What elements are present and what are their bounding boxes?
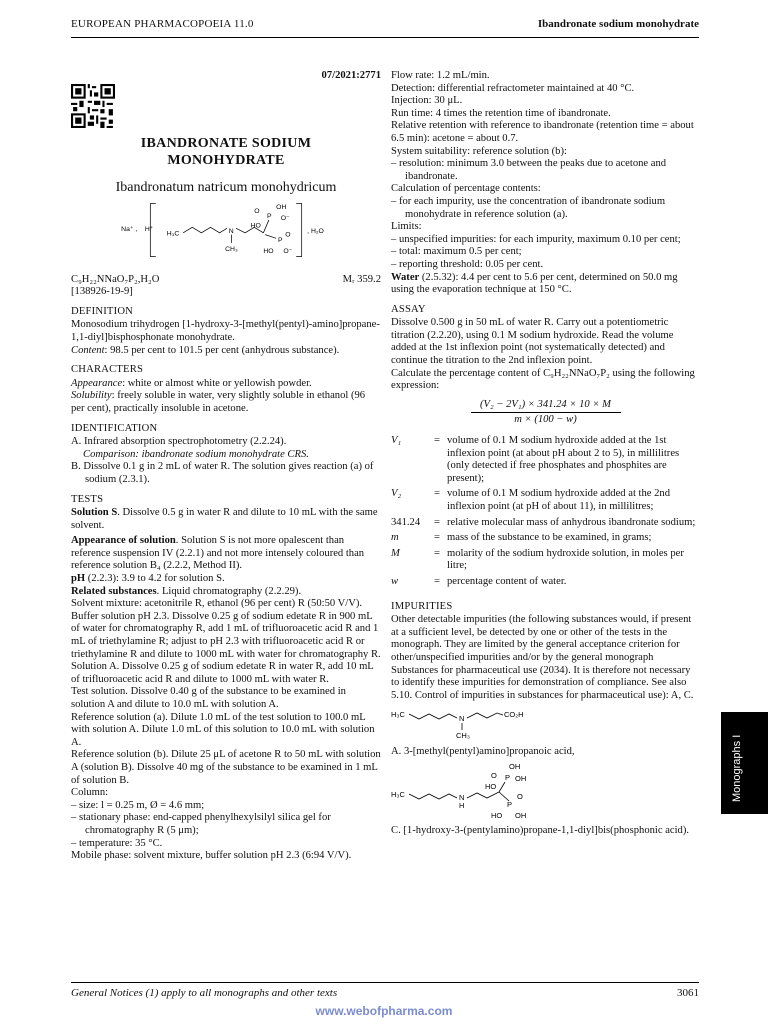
ho-label-1: HO <box>250 221 261 229</box>
run-time: Run time: 4 times the retention time of ibandronate. <box>391 107 611 119</box>
appearance-line: Appearance: white or almost white or yellowish powder. <box>71 377 312 389</box>
impc-h: H <box>459 800 465 810</box>
monograph-title: IBANDRONATE SODIUM MONOHYDRATE <box>140 135 312 168</box>
o-minus-label-2: O⁻ <box>283 247 293 255</box>
impc-n: N <box>459 792 465 802</box>
latin-name: Ibandronatum natricum monohydricum <box>115 179 337 195</box>
impa-ch3: CH₃ <box>456 731 470 741</box>
solution-s: Solution S. Dissolve 0.5 g in water R and dilute to 10 mL with the same solvent. <box>71 507 378 531</box>
variables-list <box>391 435 700 589</box>
impurity-a-structure <box>391 706 591 740</box>
injection: Injection: 30 μL. <box>391 95 463 107</box>
right-column <box>391 70 700 838</box>
o-label-2: O <box>285 231 291 239</box>
calculation-item: – for each impurity, use the concentration of ibandronate sodium monohydrate in reference solution (a). <box>391 195 666 220</box>
ho-label-2: HO <box>263 247 274 255</box>
expression-denominator: m × (100 − w) <box>514 414 577 426</box>
impc-ho-2: HO <box>491 810 503 820</box>
ch3-label: CH₃ <box>225 245 238 253</box>
qr-code-icon <box>71 84 115 128</box>
identification-a: A. Infrared absorption spectrophotometry (2.2.24). <box>71 436 287 448</box>
impurity-c: C. [1-hydroxy-3-(pentylamino)propane-1,1-diyl]bis(phosphonic acid). <box>391 824 690 836</box>
limits-label: Limits: <box>391 221 422 233</box>
mobile-phase: Mobile phase: solvent mixture, buffer solution pH 2.3 (6:94 V/V). <box>71 850 352 862</box>
fraction-bar <box>471 412 621 413</box>
h3c-label: H₃C <box>166 230 180 238</box>
assay-expression <box>391 399 700 427</box>
expression-numerator: (V₂ − 2V₁) × 341.24 × 10 × M <box>480 398 611 410</box>
column-label: Column: <box>71 787 109 799</box>
molecular-formula: C₉H₂₂NNaO₇P₂,H₂O <box>71 273 160 285</box>
impa-co2h: CO₂H <box>504 710 524 720</box>
impurities-heading: IMPURITIES <box>391 600 453 612</box>
impc-o-2: O <box>517 791 523 801</box>
identification-comparison: Comparison: ibandronate sodium monohydrate CRS. <box>83 448 309 460</box>
monographs-tab-label: Monographs I <box>731 734 743 802</box>
o-minus-label-1: O⁻ <box>280 214 290 222</box>
variable-row: V₁ = volume of 0.1 M sodium hydroxide added at the 1st inflexion point (at about pH about 2 to 5), in millilitres (only detected if free phosphates and phosphites are present); <box>391 435 680 484</box>
variable-row: V₂ = volume of 0.1 M sodium hydroxide added at the 2nd inflexion point (at pH of about 11), in millilitres; <box>391 488 671 512</box>
variable-row: m = mass of the substance to be examined, in grams; <box>391 532 652 544</box>
identification-b: B. Dissolve 0.1 g in 2 mL of water R. The solution gives reaction (a) of sodium (2.3.1). <box>71 461 374 485</box>
impc-oh-2: OH <box>515 773 527 783</box>
resolution: – resolution: minimum 3.0 between the peaks due to acetone and ibandronate. <box>391 158 667 182</box>
impc-oh-1: OH <box>509 761 521 771</box>
impc-ho-1: HO <box>485 781 497 791</box>
doc-code: 07/2021:2771 <box>321 70 381 81</box>
impc-p-1: P <box>505 772 511 782</box>
reference-solution-b: Reference solution (b). Dilute 25 μL of acetone R to 50 mL with solution A (solution B). Dissolve 40 mg of the substance to be examined in 1 mL of solution B. <box>71 749 381 786</box>
content-line: Content: 98.5 per cent to 101.5 per cent (anhydrous substance). <box>71 344 340 356</box>
header-rule <box>71 37 699 38</box>
reference-solution-a: Reference solution (a). Dilute 1.0 mL of the test solution to 100.0 mL with solution A. Dilute 1.0 mL of this solution to 10.0 mL with solution A. <box>71 711 375 748</box>
footer-notice: General Notices (1) apply to all monographs and other texts <box>71 987 338 999</box>
impa-n: N <box>459 714 465 724</box>
impurity-c-structure <box>391 761 591 821</box>
variable-row: M = molarity of the sodium hydroxide solution, in moles per litre; <box>391 547 684 572</box>
impurity-a: A. 3-[methyl(pentyl)amino]propanoic acid, <box>391 746 575 758</box>
column-size: – size: l = 0.25 m, Ø = 4.6 mm; <box>71 799 205 811</box>
footer-rule <box>71 982 699 983</box>
related-substances: Related substances. Liquid chromatography (2.2.29). <box>71 585 302 597</box>
page-number: 3061 <box>677 987 699 999</box>
stationary-phase: – stationary phase: end-capped phenylhexylsilyl silica gel for chromatography R (5 μm); <box>71 812 331 836</box>
impc-p-2: P <box>507 799 513 809</box>
limit-reporting: – reporting threshold: 0.05 per cent. <box>391 258 544 270</box>
impc-oh-3: OH <box>515 810 527 820</box>
running-header <box>71 18 699 34</box>
detection: Detection: differential refractometer maintained at 40 °C. <box>391 82 635 94</box>
limit-unspecified: – unspecified impurities: for each impurity, maximum 0.10 per cent; <box>391 233 681 245</box>
header-pharmacopoeia: EUROPEAN PHARMACOPOEIA 11.0 <box>71 18 254 30</box>
molecular-formula-row <box>71 274 381 299</box>
water-label: , H₂O <box>307 227 324 235</box>
p-label-2: P <box>277 236 283 244</box>
monographs-tab <box>721 712 768 814</box>
assay-text-2: Calculate the percentage content of C₉H₂₂NNaO₇P₂ using the following expression: <box>391 367 695 392</box>
flow-rate: Flow rate: 1.2 mL/min. <box>391 70 490 81</box>
impurities-text: Other detectable impurities (the following substances would, if present at a sufficient level, be detected by one or other of the tests in the monograph. They are limited by the general acceptance criterion for other/unspecified impurities and/or by the general monograph Substances for pharmaceutical use (2034). It is therefore not necessary to identify these impurities for demonstration of compliance. See also 5.10. Control of impurities in substances for pharmaceutical use): A, C. <box>391 614 694 701</box>
assay-heading: ASSAY <box>391 303 426 315</box>
variable-row: w = percentage content of water. <box>391 575 567 587</box>
solution-a: Solution A. Dissolve 0.25 g of sodium edetate R in water R, add 10 mL of trifluoroacetic acid R and dilute to 1000 mL with water R. <box>71 661 374 685</box>
identification-heading: IDENTIFICATION <box>71 422 158 434</box>
cas-number: [138926-19-9] <box>71 286 133 298</box>
temperature: – temperature: 35 °C. <box>71 837 163 849</box>
n-label: N <box>228 227 234 235</box>
left-column <box>71 70 381 863</box>
h-label: H⁺ <box>144 225 154 233</box>
ibandronate-structure-diagram <box>71 200 381 262</box>
solubility-line: Solubility: freely soluble in water, very slightly soluble in ethanol (96 per cent), practically insoluble in acetone. <box>71 390 366 414</box>
variable-row: 341.24 = relative molecular mass of anhydrous ibandronate sodium; <box>391 516 696 528</box>
test-solution: Test solution. Dissolve 0.40 g of the substance to be examined in solution A and dilute to 10.0 mL with solution A. <box>71 686 346 710</box>
buffer-solution: Buffer solution pH 2.3. Dissolve 0.25 g of sodium edetate R in 900 mL of water for chromatography R, add 1 mL of trifluoroacetic acid R and 1 mL of triethylamine R; adjust to pH 2.3 with trifluoroacetic acid R or triethylamine R and dilute to 1000 mL with water for chromatography R. <box>71 610 381 660</box>
system-suitability: System suitability: reference solution (b): <box>391 145 567 157</box>
impa-h3c: H₃C <box>391 710 405 720</box>
impc-h3c: H₃C <box>391 789 405 799</box>
p-label-1: P <box>267 212 272 220</box>
characters-heading: CHARACTERS <box>71 364 144 376</box>
na-label: Na⁺ , <box>121 225 138 233</box>
tests-heading: TESTS <box>71 493 104 505</box>
relative-retention: Relative retention with reference to ibandronate (retention time = about 6.5 min): acetone = about 0.7. <box>391 120 694 144</box>
definition-text: Monosodium trihydrogen [1-hydroxy-3-[methyl(pentyl)-amino]propane-1,1-diyl]bisphosphonate monohydrate. <box>71 319 380 343</box>
solvent-mixture: Solvent mixture: acetonitrile R, ethanol (96 per cent) R (50:50 V/V). <box>71 598 363 610</box>
oh-label-1: OH <box>276 203 287 211</box>
header-monograph-title: Ibandronate sodium monohydrate <box>537 18 699 30</box>
impc-o-1: O <box>491 770 497 780</box>
ph-test: pH (2.2.3): 3.9 to 4.2 for solution S. <box>71 573 225 585</box>
molecular-mass: Mᵣ 359.2 <box>342 273 381 285</box>
o-label-1: O <box>254 207 260 215</box>
water-test: Water (2.5.32): 4.4 per cent to 5.6 per cent, determined on 50.0 mg using the evaporation technique at 150 °C. <box>391 271 678 296</box>
calculation-label: Calculation of percentage contents: <box>391 183 541 195</box>
definition-heading: DEFINITION <box>71 305 134 317</box>
watermark: www.webofpharma.com <box>315 1004 453 1018</box>
limit-total: – total: maximum 0.5 per cent; <box>391 246 522 258</box>
appearance-of-solution: Appearance of solution. Solution S is not more opalescent than reference suspension IV (2.2.1) and not more intensely coloured than reference solution B₄ (2.2.2, Method II). <box>71 535 365 572</box>
assay-text-1: Dissolve 0.500 g in 50 mL of water R. Carry out a potentiometric titration (2.2.20), using 0.1 M sodium hydroxide. Read the volume added at the 1st inflexion point (not systematically detected) and continue the titration to the 2nd inflexion point. <box>391 317 674 367</box>
